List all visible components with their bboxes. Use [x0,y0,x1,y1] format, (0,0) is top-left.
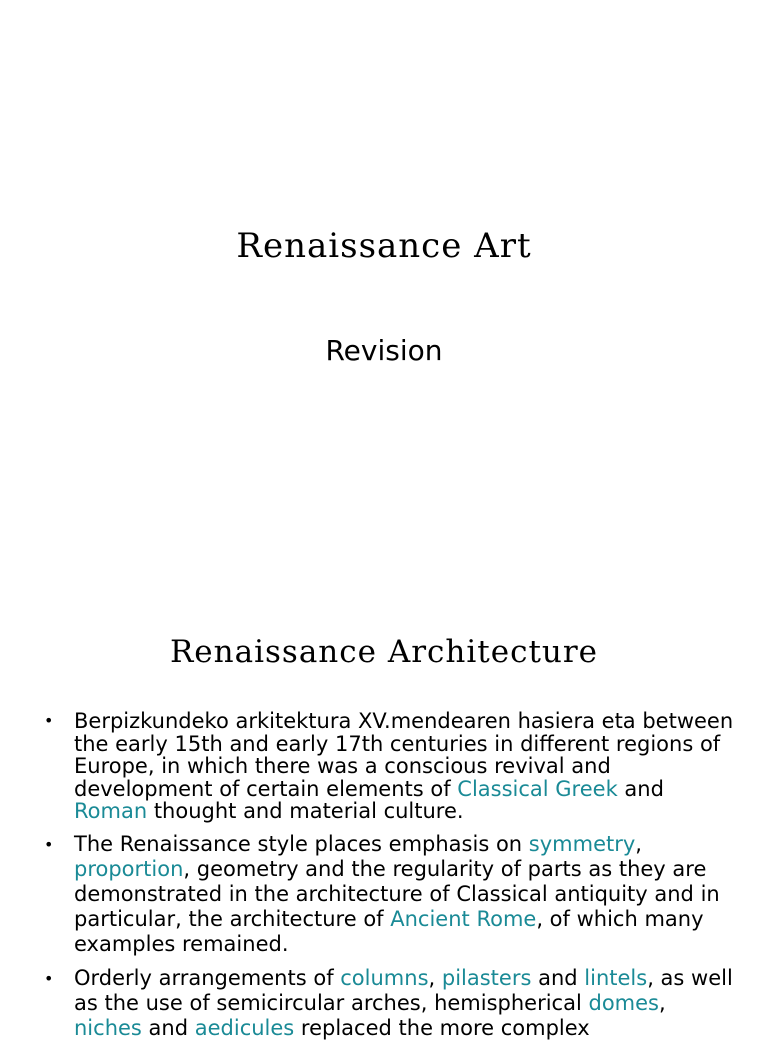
section-title: Renaissance Architecture [169,634,599,670]
bullet-dot-icon: • [44,834,54,854]
bullet-text [74,832,720,956]
bullet-dot-icon: • [44,968,54,988]
bullet-text-run: replaced the more complex [294,1015,590,1040]
bullet-text [74,966,733,1040]
bullet-text-run: and [531,965,585,990]
bullet-text-run: Berpizkundeko arkitektura XV.mendearen hasiera eta between the early 15th and early 17th centuries in different regions of Europe, in which there was a conscious revival and development of certain elements of [74,709,734,801]
bullet-text-run: , of which many examples remained. [74,906,704,956]
bullet-dot-icon: • [44,711,54,730]
link-domes[interactable]: domes [588,990,659,1015]
bullet-item [44,710,734,823]
bullet-text-run: The Renaissance style places emphasis on [74,831,529,856]
bullet-text-run: , [428,965,442,990]
bullet-text-run: , [635,831,642,856]
link-roman[interactable]: Roman [74,799,148,823]
link-symmetry[interactable]: symmetry [528,831,636,856]
link-columns[interactable]: columns [340,965,429,990]
bullet-text-run: and [141,1015,195,1040]
bullet-list [44,710,734,1050]
link-aedicules[interactable]: aedicules [194,1015,295,1040]
link-pilasters[interactable]: pilasters [441,965,532,990]
bullet-text-run: , [658,990,666,1015]
bullet-text-run: , geometry and the regularity of parts as they are demonstrated in the architecture of Classical antiquity and in particular, the architecture of [74,856,720,931]
link-lintels[interactable]: lintels [584,965,648,990]
link-niches[interactable]: niches [74,1015,142,1040]
bullet-text [74,709,733,823]
bullet-text-run: thought and material culture. [147,799,464,823]
link-proportion[interactable]: proportion [74,856,184,881]
link-ancient-rome[interactable]: Ancient Rome [390,906,537,931]
link-classical-greek[interactable]: Classical Greek [457,776,618,801]
slide-subtitle: Revision [325,334,443,367]
bullet-text-run: Orderly arrangements of [74,965,341,990]
bullet-text-run: and [617,776,664,801]
bullet-text-run: , as well as the use of semicircular arches, hemispherical [74,965,733,1015]
bullet-item [44,966,734,1041]
bullet-item [44,832,734,957]
slide-title: Renaissance Art [236,226,532,266]
